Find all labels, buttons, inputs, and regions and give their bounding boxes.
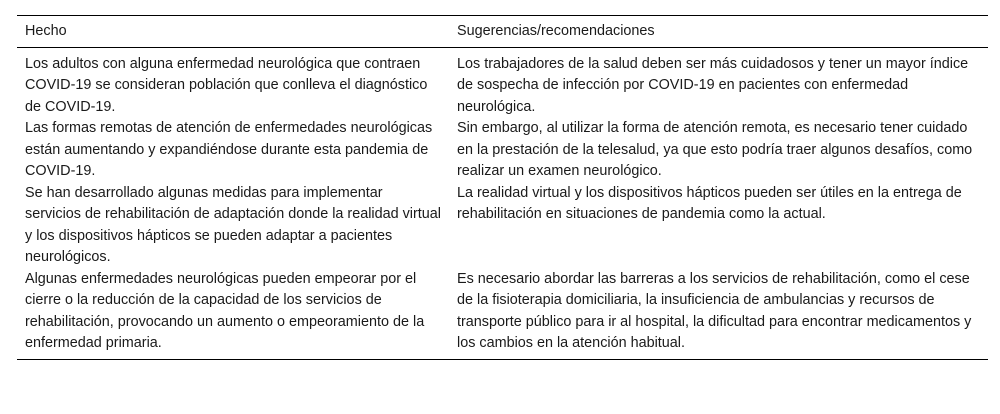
- cell-sugerencia: Los trabajadores de la salud deben ser más cuidadosos y tener un mayor índice de sospecha de infección por COVID-19 en pacientes con enfermedad neurológica.: [457, 55, 969, 115]
- table-header: [17, 16, 988, 48]
- facts-recommendations-table-container: [17, 15, 988, 360]
- table-row: [17, 118, 988, 183]
- table-body: [17, 47, 988, 359]
- header-hecho: Hecho: [25, 23, 67, 39]
- table-row: [17, 183, 988, 269]
- cell-hecho: Los adultos con alguna enfermedad neurológica que contraen COVID-19 se consideran población que conlleva el diagnóstico de COVID-19.: [25, 55, 428, 115]
- facts-recommendations-table: [17, 15, 988, 360]
- table-row: [17, 269, 988, 360]
- cell-sugerencia: Es necesario abordar las barreras a los servicios de rehabilitación, como el cese de la fisioterapia domiciliaria, la insuficiencia de ambulancias y recursos de transporte público para ir al hospital, la dificultad para encontrar medicamentos y los cambios en la atención habitual.: [457, 270, 972, 351]
- cell-hecho: Las formas remotas de atención de enfermedades neurológicas están aumentando y expandiéndose durante esta pandemia de COVID-19.: [25, 120, 433, 179]
- header-sugerencias: Sugerencias/recomendaciones: [457, 23, 655, 39]
- cell-hecho: Algunas enfermedades neurológicas pueden empeorar por el cierre o la reducción de la capacidad de los servicios de rehabilitación, provocando un aumento o empeoramiento de la enfermedad primaria.: [25, 270, 425, 351]
- cell-sugerencia: Sin embargo, al utilizar la forma de atención remota, es necesario tener cuidado en la prestación de la telesalud, ya que esto podría traer algunos desafíos, como realizar un examen neurológico.: [457, 120, 973, 179]
- cell-hecho: Se han desarrollado algunas medidas para implementar servicios de rehabilitación de adaptación donde la realidad virtual y los dispositivos hápticos se pueden adaptar a pacientes neurológicos.: [25, 184, 441, 265]
- table-row: [17, 47, 988, 118]
- cell-sugerencia: La realidad virtual y los dispositivos hápticos pueden ser útiles en la entrega de rehabilitación en situaciones de pandemia como la actual.: [457, 184, 962, 222]
- header-row: [17, 16, 988, 48]
